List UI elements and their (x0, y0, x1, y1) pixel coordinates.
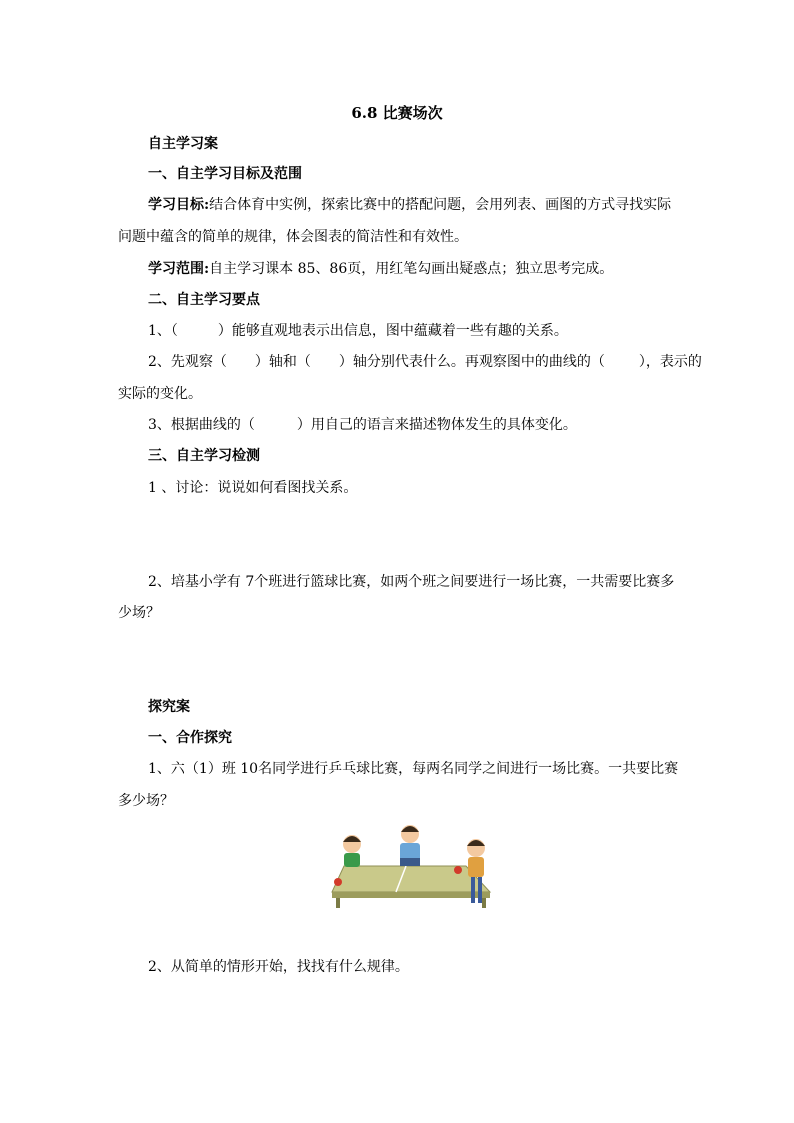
explore-question-2: 2、从简单的情形开始，找找有什么规律。 (148, 959, 409, 975)
explore-heading: 探究案 (148, 699, 190, 715)
point3-part-a: 3、根据曲线的（ (148, 417, 255, 433)
goal-line-2: 问题中蕴含的简单的规律，体会图表的简洁性和有效性。 (118, 229, 468, 245)
point2-part-d: ），表示的 (638, 354, 702, 370)
self-study-heading: 自主学习案 (148, 136, 218, 152)
goal-line-1 (148, 195, 671, 215)
check-question-1: 1 、讨论：说说如何看图找关系。 (148, 480, 358, 496)
check-question-2-line-1: 2、培基小学有 7个班进行篮球比赛，如两个班之间要进行一场比赛，一共需要比赛多 (148, 574, 675, 590)
point1-part-b: ）能够直观地表示出信息，图中蕴藏着一些有趣的关系。 (217, 323, 568, 339)
explore-section1-heading: 一、合作探究 (148, 730, 232, 746)
scope-line (148, 259, 613, 279)
goal-label: 学习目标: (148, 197, 210, 213)
point3-part-b: ）用自己的语言来描述物体发生的具体变化。 (296, 417, 577, 433)
point-item-1 (148, 321, 568, 341)
explore-question-1-line-2: 多少场？ (118, 793, 174, 809)
scope-text: 自主学习课本 85、86页，用红笔勾画出疑惑点；独立思考完成。 (209, 261, 614, 277)
scope-label: 学习范围: (148, 261, 210, 277)
point-item-2 (148, 352, 702, 372)
point2-part-a: 2、先观察（ (148, 354, 227, 370)
explore-question-1-line-1: 1、六（1）班 10名同学进行乒乓球比赛，每两名同学之间进行一场比赛。一共要比赛 (148, 761, 679, 777)
point-item-3 (148, 415, 577, 435)
goal-text-1: 结合体育中实例，探索比赛中的搭配问题，会用列表、画图的方式寻找实际 (209, 197, 672, 213)
check-question-2-line-2: 少场？ (118, 605, 160, 621)
section1-heading: 一、自主学习目标及范围 (148, 166, 302, 182)
point2-part-c: ）轴分别代表什么。再观察图中的曲线的（ (338, 354, 605, 370)
point2-part-b: ）轴和（ (254, 354, 311, 370)
ping-pong-kids-illustration-icon (326, 822, 496, 910)
point-item-2-cont: 实际的变化。 (118, 386, 202, 402)
point1-part-a: 1、（ (148, 323, 178, 339)
section2-heading: 二、自主学习要点 (148, 292, 260, 308)
section3-heading: 三、自主学习检测 (148, 448, 260, 464)
page-title: 6.8 比赛场次 (351, 104, 443, 122)
